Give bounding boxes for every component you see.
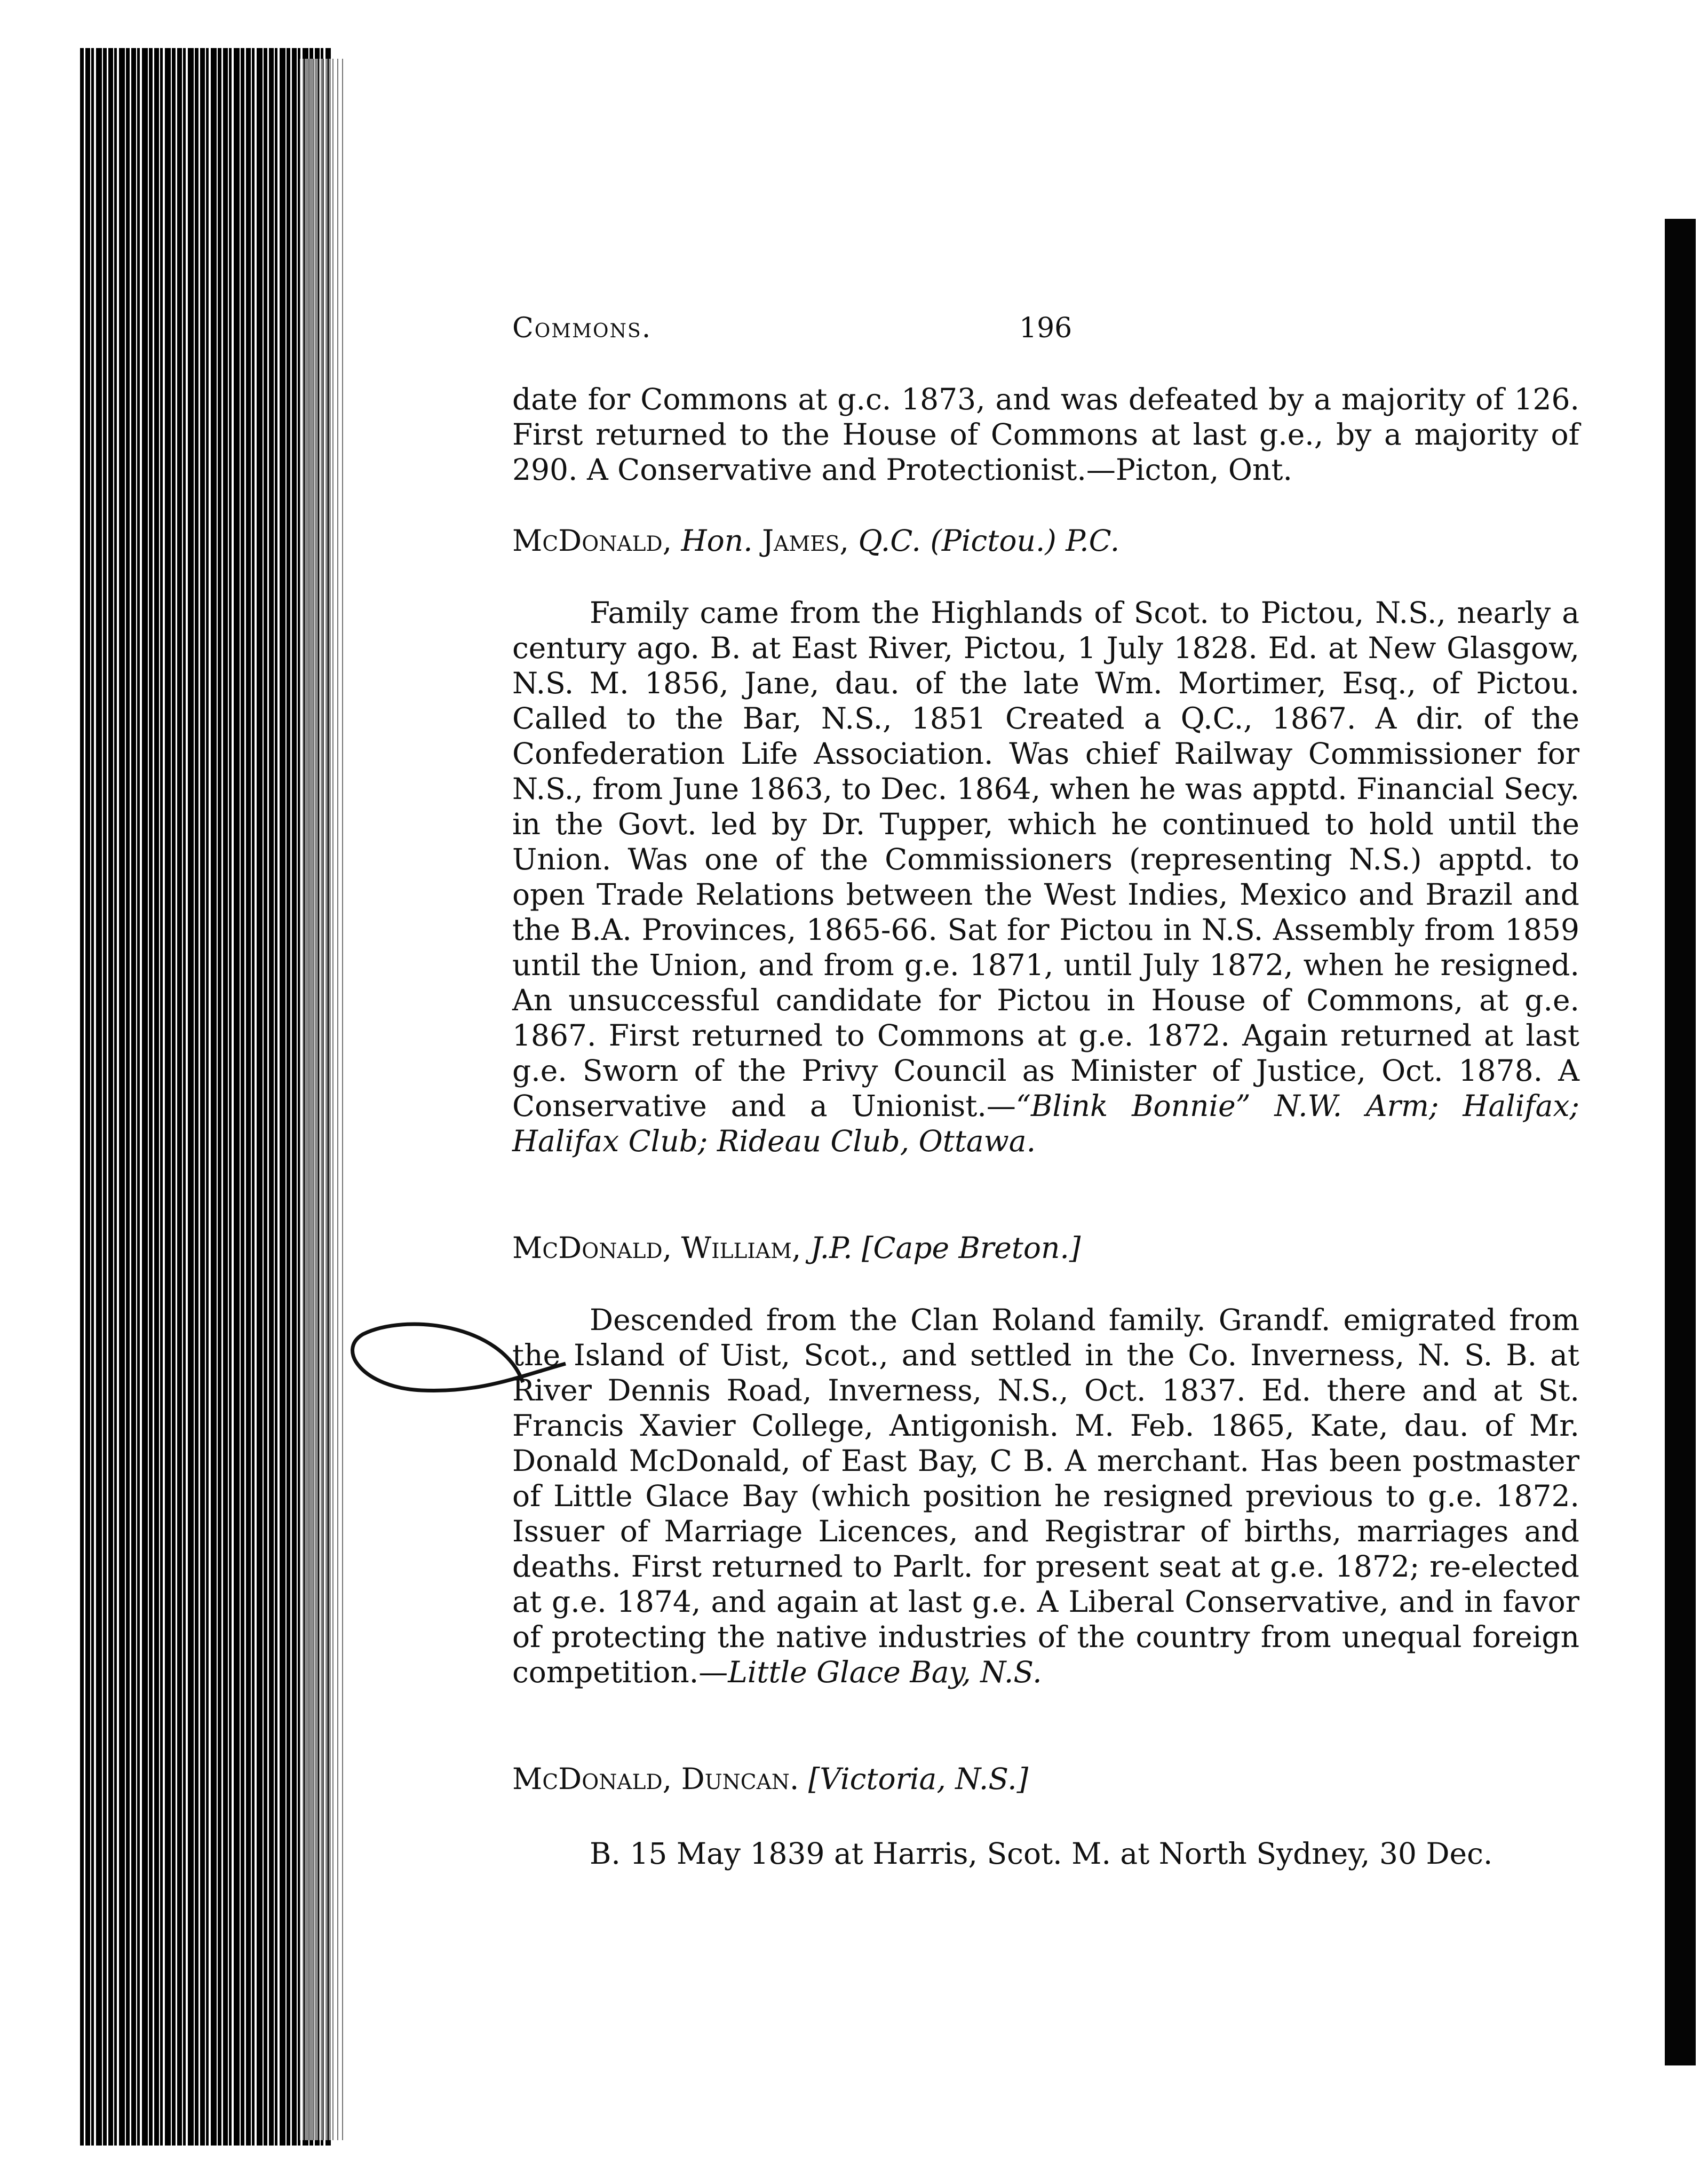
entry-address: Little Glace Bay, N.S. xyxy=(728,1655,1042,1689)
scan-border-bar xyxy=(1665,219,1696,2065)
entry-given-name: Duncan. xyxy=(681,1762,799,1796)
entry-biography: Family came from the Highlands of Scot. to Pictou, N.S., nearly a century ago. B. at East River, Pictou, 1 July 1828. Ed. at New Glasgow, N.S. M. 1856, Jane, dau. of the late Wm. Mortimer, Esq., of Pictou. Called to the Bar, N.S., 1851 Created a Q.C., 1867. A dir. of the Confederation Life Association. Was chief Railway Commissioner for N.S., from June 1863, to Dec. 1864, when he was apptd. Financial Secy. in the Govt. led by Dr. Tupper, which he continued to hold until the Union. Was one of the Commissioners (representing N.S.) apptd. to open Trade Relations between the West Indies, Mexico and Brazil and the B.A. Provinces, 1865-66. Sat for Pictou in N.S. Assembly from 1859 until the Union, and from g.e. 1871, until July 1872, when he resigned. An unsuccessful candidate for Pictou in House of Commons, at g.e. 1867. First returned to Commons at g.e. 1872. Again returned at last g.e. Sworn of the Privy Council as Minister of Justice, Oct. 1878. A Conservative and a Unionist.— xyxy=(512,596,1579,1123)
entry-given-name: William, xyxy=(681,1231,801,1265)
entry-heading-mcdonald-duncan xyxy=(512,1761,1579,1796)
handwritten-loop-mark xyxy=(341,1302,571,1420)
page-number: 196 xyxy=(1019,312,1073,344)
entry-constituency: [Cape Breton.] xyxy=(861,1231,1081,1265)
entry-heading-mcdonald-james xyxy=(512,523,1579,558)
continuation-text: date for Commons at g.c. 1873, and was defeated by a majority of 126. First returned to the House of Commons at last g.e., by a majority of 290. A Conservative and Protectionist.—Picton, Ont. xyxy=(512,382,1579,487)
entry-suffix: J.P. xyxy=(810,1231,853,1265)
entry-body-mcdonald-william xyxy=(512,1302,1579,1690)
entry-surname: McDonald, xyxy=(512,1762,672,1796)
book-page-edge-shadow xyxy=(299,59,347,2140)
entry-biography: Descended from the Clan Roland family. Grandf. emigrated from the Island of Uist, Scot., and settled in the Co. Inverness, N. S. B. at River Dennis Road, Inverness, N.S., Oct. 1837. Ed. there and at St. Francis Xavier College, Antigonish. M. Feb. 1865, Kate, dau. of Mr. Donald McDonald, of East Bay, C B. A merchant. Has been postmaster of Little Glace Bay (which position he resigned previous to g.e. 1872. Issuer of Marriage Licences, and Registrar of births, marriages and deaths. First returned to Parlt. for present seat at g.e. 1872; re-elected at g.e. 1874, and again at last g.e. A Liberal Conservative, and in favor of protecting the native industries of the country from unequal foreign competition.— xyxy=(512,1303,1579,1689)
entry-surname: McDonald, xyxy=(512,524,672,558)
entry-suffix: Q.C. xyxy=(858,524,921,558)
entry-body-mcdonald-duncan xyxy=(512,1836,1579,1871)
book-page-edge xyxy=(80,48,331,2146)
entry-constituency: [Victoria, N.S.] xyxy=(808,1762,1029,1796)
entry-honorific: Hon. xyxy=(681,524,753,558)
running-head xyxy=(512,312,1579,350)
entry-heading-mcdonald-william xyxy=(512,1230,1579,1265)
entry-biography: B. 15 May 1839 at Harris, Scot. M. at North Sydney, 30 Dec. xyxy=(590,1837,1493,1871)
entry-body-mcdonald-james xyxy=(512,595,1579,1159)
entry-surname: McDonald, xyxy=(512,1231,672,1265)
entry-constituency: (Pictou.) xyxy=(930,524,1056,558)
continuation-paragraph xyxy=(512,382,1579,487)
entry-extra: P.C. xyxy=(1066,524,1120,558)
entry-address: “Blink Bonnie” N.W. Arm; Halifax; Halifax Club; Rideau Club, Ottawa. xyxy=(512,1089,1580,1158)
section-title: Commons. xyxy=(512,312,652,344)
entry-given-name: James, xyxy=(762,524,849,558)
